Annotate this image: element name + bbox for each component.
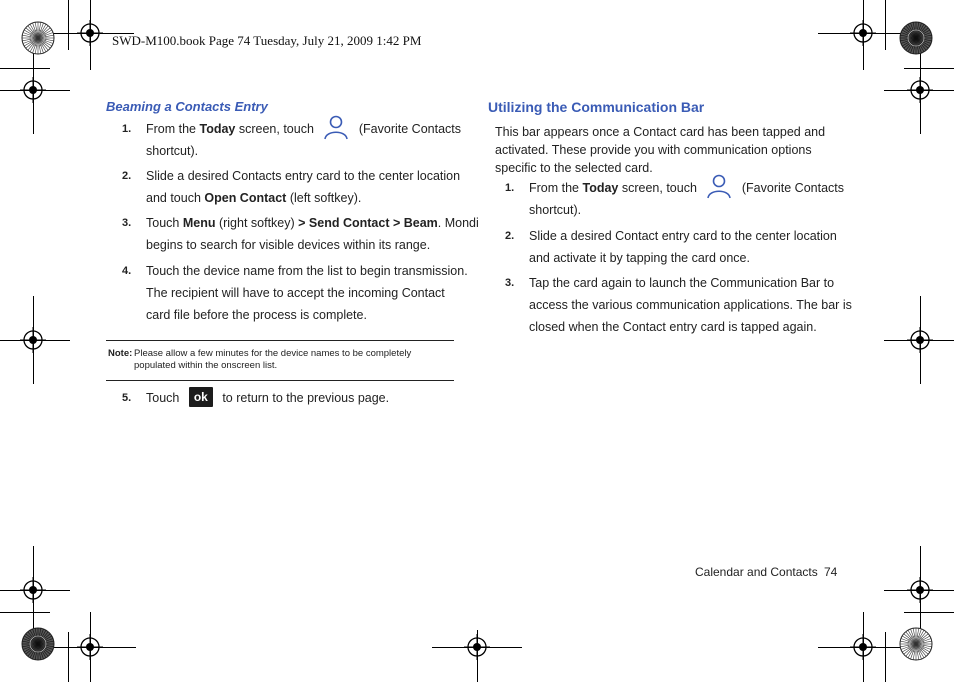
crop-mark (904, 612, 954, 613)
color-rosette-icon (899, 21, 933, 55)
note-text (134, 348, 411, 372)
text: Tap the card again to launch the Communication Bar to (529, 276, 835, 290)
text: The recipient will have to accept the incoming Contact (146, 286, 445, 300)
footer-section-title: Calendar and Contacts (695, 565, 818, 579)
color-rosette-icon (21, 627, 55, 661)
text: populated within the onscreen list. (134, 360, 278, 371)
text: Touch (146, 391, 180, 405)
step-number: 1. (122, 123, 132, 135)
text: From the (529, 181, 583, 195)
text: (left softkey). (286, 191, 362, 205)
registration-mark-icon (907, 327, 933, 353)
crop-mark (904, 68, 954, 69)
registration-mark-icon (907, 77, 933, 103)
text: (Favorite Contacts (741, 181, 844, 195)
registration-mark-icon (77, 634, 103, 660)
registration-mark-icon (20, 327, 46, 353)
keyword: Open Contact (204, 191, 287, 205)
text: Slide a desired Contacts entry card to the center location (146, 169, 461, 183)
step-number: 3. (122, 217, 132, 229)
text: This bar appears once a Contact card has been tapped and (495, 125, 826, 139)
text: activated. These provide you with communication options (495, 143, 812, 157)
crop-mark (0, 68, 50, 69)
text: and touch (146, 191, 205, 205)
registration-mark-icon (850, 20, 876, 46)
color-rosette-icon (21, 21, 55, 55)
person-outline-icon (706, 173, 732, 199)
ok-button-icon: ok (189, 387, 213, 407)
text: shortcut). (146, 144, 199, 158)
registration-mark-icon (907, 577, 933, 603)
keyword: Today (199, 122, 236, 136)
step-number: 4. (122, 265, 132, 277)
step-number: 5. (122, 392, 132, 404)
crop-mark (885, 632, 886, 682)
book-header: SWD-M100.book Page 74 Tuesday, July 21, 2009 1:42 PM (112, 33, 422, 48)
text: shortcut). (529, 203, 582, 217)
note-box (106, 340, 454, 381)
text: From the (146, 122, 200, 136)
text: Touch (146, 216, 183, 230)
registration-mark-icon (20, 577, 46, 603)
text: Please allow a few minutes for the device names to be completely (134, 348, 412, 359)
text: . Mondi (437, 216, 479, 230)
step-number: 2. (505, 230, 515, 242)
section-heading: Utilizing the Communication Bar (488, 99, 705, 115)
intro-paragraph (495, 123, 825, 177)
text: screen, touch (235, 122, 318, 136)
step-number: 2. (122, 170, 132, 182)
text: access the various communication applications. The bar is (529, 298, 852, 312)
text: to return to the previous page. (222, 391, 390, 405)
color-rosette-icon (899, 627, 933, 661)
keyword: > Send Contact > Beam (298, 216, 438, 230)
registration-mark-icon (77, 20, 103, 46)
text: closed when the Contact entry card is tapped again. (529, 320, 817, 334)
section-subheading: Beaming a Contacts Entry (106, 99, 268, 114)
crop-mark (885, 0, 886, 50)
registration-mark-icon (20, 77, 46, 103)
keyword: Menu (182, 216, 216, 230)
text: Touch the device name from the list to begin transmission. (146, 264, 468, 278)
page-number: 74 (824, 565, 838, 579)
registration-mark-icon (850, 634, 876, 660)
text: screen, touch (618, 181, 701, 195)
crop-mark (0, 612, 50, 613)
text: and activate it by tapping the card once. (529, 251, 750, 265)
text: begins to search for visible devices within its range. (146, 238, 431, 252)
step-number: 3. (505, 277, 515, 289)
text: (right softkey) (215, 216, 299, 230)
text: (Favorite Contacts (358, 122, 461, 136)
keyword: Today (582, 181, 619, 195)
person-outline-icon (323, 114, 349, 140)
text: specific to the selected card. (495, 161, 653, 175)
crop-mark (68, 632, 69, 682)
step-number: 1. (505, 182, 515, 194)
note-label: Note: (108, 348, 133, 359)
text: card file before the process is complete. (146, 308, 367, 322)
registration-mark-icon (464, 634, 490, 660)
crop-mark (68, 0, 69, 50)
text: Slide a desired Contact entry card to the center location (529, 229, 837, 243)
